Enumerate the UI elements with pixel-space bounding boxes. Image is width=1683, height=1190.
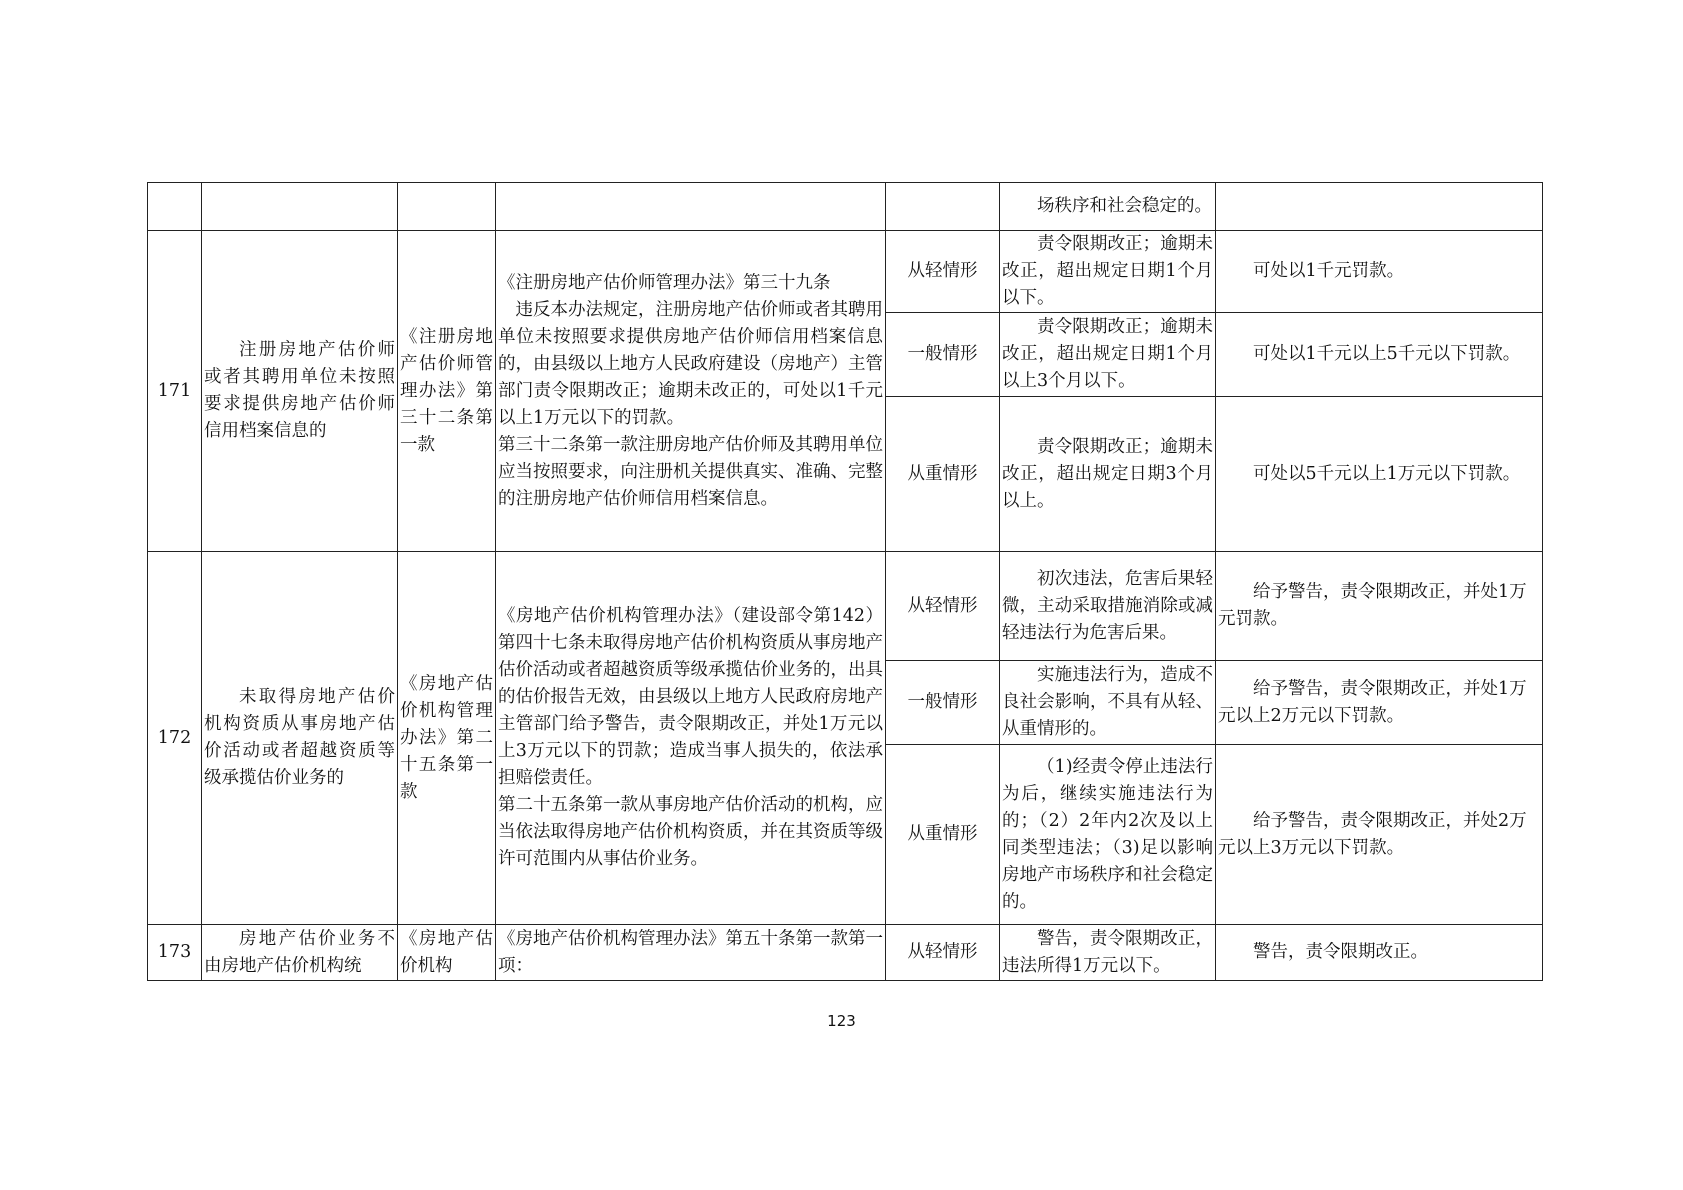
penalty-cell: 给予警告，责令限期改正，并处1万元罚款。 — [1216, 552, 1543, 661]
violation-item: 房地产估价业务不由房地产估价机构统 — [202, 925, 398, 981]
circumstance-cell: 责令限期改正；逾期未改正，超出规定日期1个月以下。 — [1000, 231, 1216, 313]
table-row — [148, 925, 1543, 981]
penalty-cell: 给予警告，责令限期改正，并处1万元以上2万元以下罚款。 — [1216, 661, 1543, 745]
cell-empty — [398, 183, 496, 231]
cell-empty — [202, 183, 398, 231]
discretion-level: 从轻情形 — [886, 231, 1000, 313]
legal-basis: 《房地产估价机构管理办法》第二十五条第一款 — [398, 552, 496, 925]
provision-text: 《注册房地产估价师管理办法》第三十九条 违反本办法规定，注册房地产估价师或者其聘用单位未按照要求提供房地产估价师信用档案信息的，由县级以上地方人民政府建设（房地产）主管部门责令限期改正；逾期未改正的，可处以1千元以上1万元以下的罚款。 第三十二条第一款注册房地产估价师及其聘用单位应当按照要求，向注册机关提供真实、准确、完整的注册房地产估价师信用档案信息。 — [496, 231, 886, 552]
discretion-level: 从轻情形 — [886, 552, 1000, 661]
penalty-cell: 警告，责令限期改正。 — [1216, 925, 1543, 981]
circumstance-cell: 责令限期改正；逾期未改正，超出规定日期1个月以上3个月以下。 — [1000, 313, 1216, 397]
legal-basis: 《房地产估价机构 — [398, 925, 496, 981]
cell-empty — [886, 183, 1000, 231]
violation-item: 未取得房地产估价机构资质从事房地产估价活动或者超越资质等级承揽估价业务的 — [202, 552, 398, 925]
provision-text: 《房地产估价机构管理办法》第五十条第一款第一项： — [496, 925, 886, 981]
penalty-cell: 可处以1千元罚款。 — [1216, 231, 1543, 313]
page-number: 123 — [827, 1012, 856, 1030]
circumstance-cell: 场秩序和社会稳定的。 — [1000, 183, 1216, 231]
cell-empty — [148, 183, 202, 231]
discretion-level: 从轻情形 — [886, 925, 1000, 981]
penalty-cell: 给予警告，责令限期改正，并处2万元以上3万元以下罚款。 — [1216, 745, 1543, 925]
discretion-level: 一般情形 — [886, 313, 1000, 397]
cell-empty — [496, 183, 886, 231]
circumstance-cell: 警告，责令限期改正，违法所得1万元以下。 — [1000, 925, 1216, 981]
circumstance-cell: 初次违法，危害后果轻微，主动采取措施消除或减轻违法行为危害后果。 — [1000, 552, 1216, 661]
legal-basis: 《注册房地产估价师管理办法》第三十二条第一款 — [398, 231, 496, 552]
discretion-level: 从重情形 — [886, 397, 1000, 552]
circumstance-cell: （1)经责令停止违法行为后，继续实施违法行为的；（2）2年内2次及以上同类型违法；（3)足以影响房地产市场秩序和社会稳定的。 — [1000, 745, 1216, 925]
violation-item: 注册房地产估价师或者其聘用单位未按照要求提供房地产估价师信用档案信息的 — [202, 231, 398, 552]
row-number: 171 — [148, 231, 202, 552]
table-row — [148, 552, 1543, 661]
cell-empty — [1216, 183, 1543, 231]
discretion-level: 从重情形 — [886, 745, 1000, 925]
penalty-cell: 可处以5千元以上1万元以下罚款。 — [1216, 397, 1543, 552]
row-number: 173 — [148, 925, 202, 981]
row-number: 172 — [148, 552, 202, 925]
discretion-level: 一般情形 — [886, 661, 1000, 745]
table-row — [148, 183, 1543, 231]
penalty-cell: 可处以1千元以上5千元以下罚款。 — [1216, 313, 1543, 397]
circumstance-cell: 实施违法行为，造成不良社会影响，不具有从轻、从重情形的。 — [1000, 661, 1216, 745]
provision-text: 《房地产估价机构管理办法》（建设部令第142）第四十七条未取得房地产估价机构资质从事房地产估价活动或者超越资质等级承揽估价业务的，出具的估价报告无效，由县级以上地方人民政府房地产主管部门给予警告，责令限期改正，并处1万元以上3万元以下的罚款；造成当事人损失的，依法承担赔偿责任。 第二十五条第一款从事房地产估价活动的机构，应当依法取得房地产估价机构资质，并在其资质等级许可范围内从事估价业务。 — [496, 552, 886, 925]
circumstance-cell: 责令限期改正；逾期未改正，超出规定日期3个月以上。 — [1000, 397, 1216, 552]
penalty-standards-table — [147, 182, 1543, 981]
table-row — [148, 231, 1543, 313]
